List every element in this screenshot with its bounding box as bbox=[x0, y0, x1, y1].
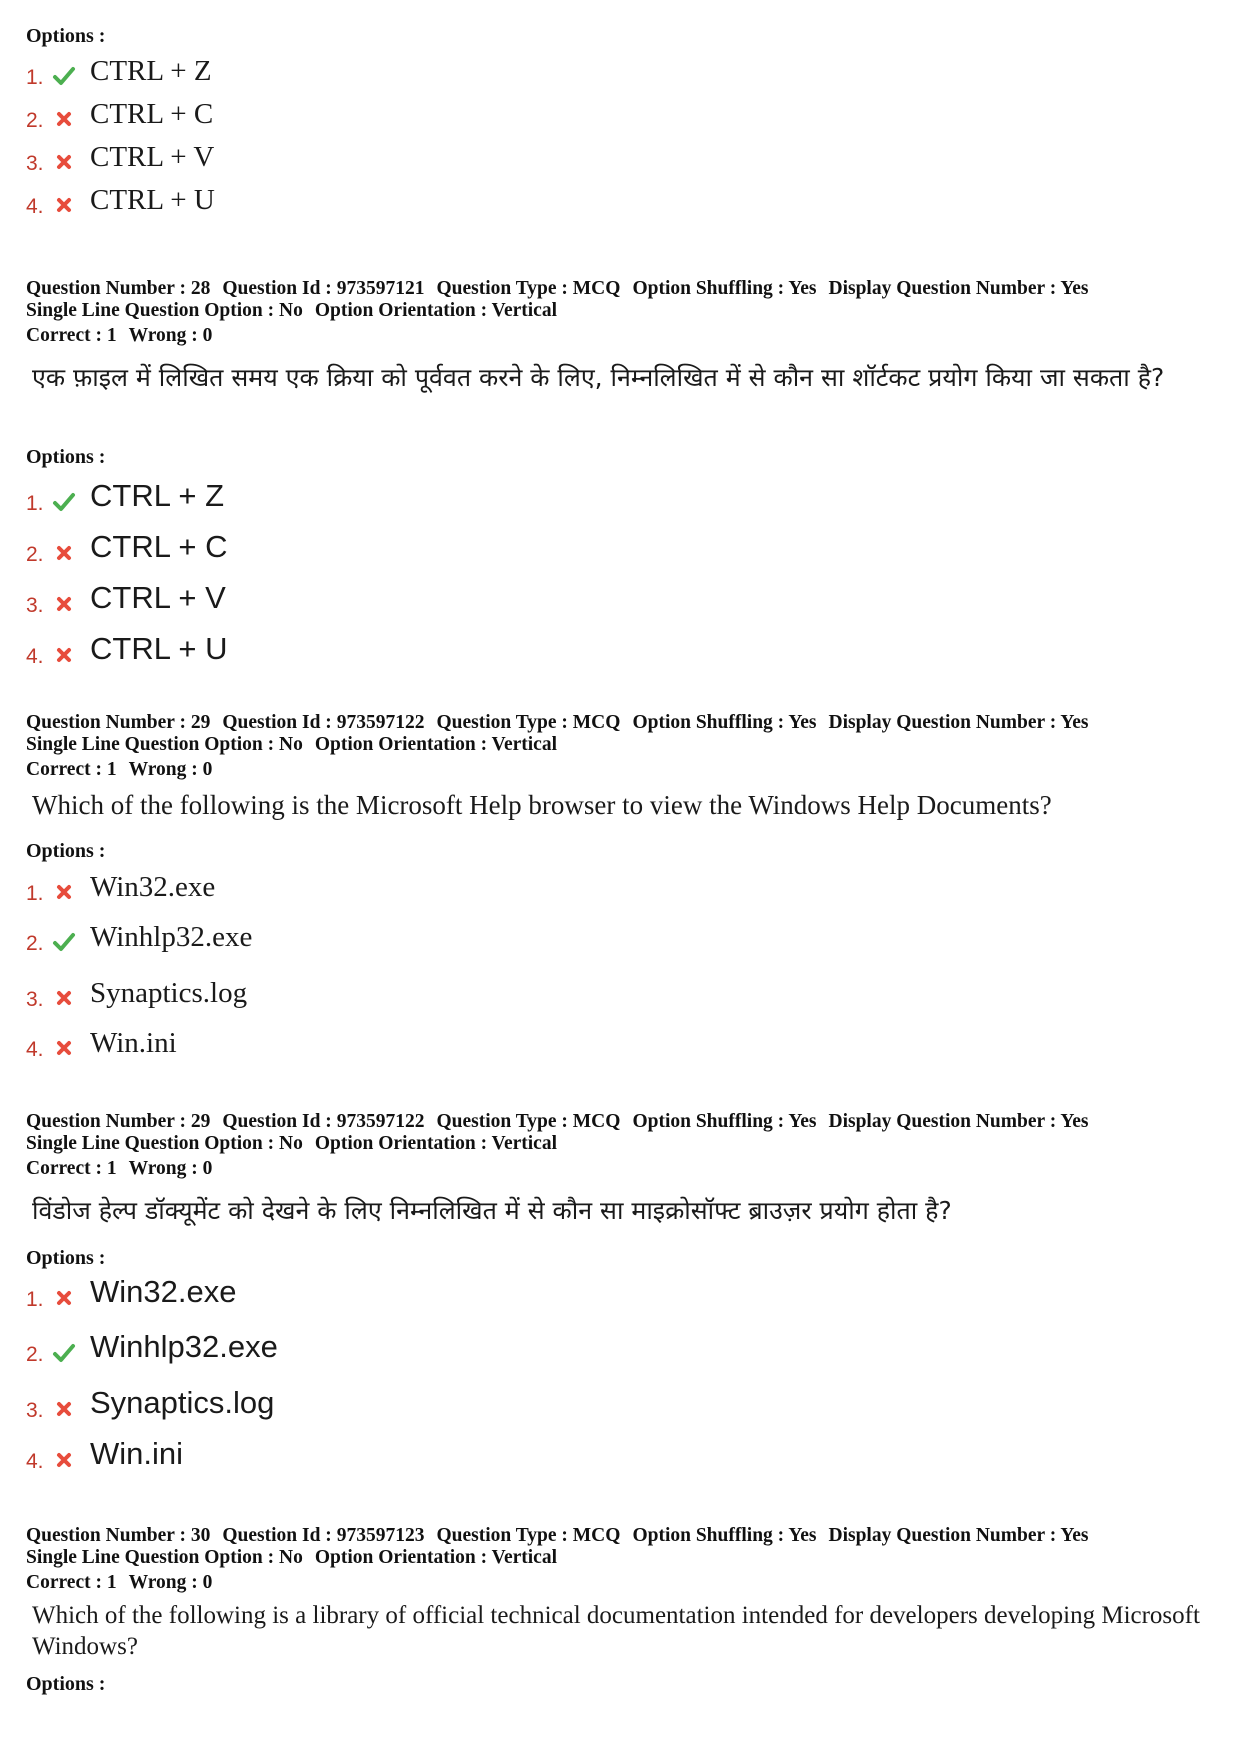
option-number: 3. bbox=[26, 988, 44, 1011]
meta-label: Option Shuffling : bbox=[632, 278, 785, 299]
option-number: 3. bbox=[26, 1399, 44, 1422]
meta-label: Correct : bbox=[26, 325, 102, 346]
question-meta-q29-en bbox=[26, 712, 1216, 781]
q27-options-list bbox=[26, 48, 1216, 228]
single-line-option-value: No bbox=[279, 1546, 303, 1568]
meta-label: Question Number : bbox=[26, 712, 186, 733]
option-shuffling-value: Yes bbox=[788, 278, 817, 299]
meta-label: Wrong : bbox=[128, 759, 198, 780]
meta-line-3 bbox=[26, 325, 1216, 347]
meta-line-1 bbox=[26, 278, 1216, 300]
question-type-value: MCQ bbox=[572, 1111, 621, 1132]
option-number: 4. bbox=[26, 1038, 44, 1061]
question-meta-q28 bbox=[26, 278, 1216, 347]
option-text: CTRL + Z bbox=[90, 55, 212, 87]
question-number-value: 29 bbox=[190, 712, 211, 733]
wrong-cross-icon bbox=[52, 644, 76, 666]
option-shuffling-value: Yes bbox=[788, 712, 817, 733]
options-label bbox=[26, 445, 1216, 469]
meta-label: Option Shuffling : bbox=[632, 1111, 785, 1132]
question-text-q29-hi: विंडोज हेल्प डॉक्यूमेंट को देखने के लिए निम्नलिखित में से कौन सा माइक्रोसॉफ्ट ब्राउज़र प्रयोग होता है? bbox=[32, 1196, 952, 1225]
option-text: Win32.exe bbox=[90, 1274, 237, 1309]
wrong-cross-icon bbox=[52, 151, 76, 173]
option-item bbox=[26, 974, 626, 1014]
option-shuffling-value: Yes bbox=[788, 1111, 817, 1132]
meta-line-2 bbox=[26, 1547, 1216, 1569]
meta-line-3 bbox=[26, 1158, 1216, 1180]
option-text: CTRL + U bbox=[90, 184, 215, 216]
correct-check-icon bbox=[52, 1342, 76, 1364]
meta-label: Option Orientation : bbox=[314, 733, 488, 755]
meta-label: Single Line Question Option : bbox=[26, 1132, 275, 1154]
option-number: 1. bbox=[26, 1288, 44, 1311]
options-label-text: Options : bbox=[26, 1247, 106, 1269]
meta-label: Question Type : bbox=[436, 1111, 568, 1132]
question-id-value: 973597122 bbox=[336, 1111, 425, 1132]
option-orientation-value: Vertical bbox=[491, 1546, 557, 1568]
display-question-number-value: Yes bbox=[1060, 712, 1089, 733]
option-item bbox=[26, 138, 626, 178]
single-line-option-value: No bbox=[279, 733, 303, 755]
q29-en-options-list bbox=[26, 864, 1216, 1074]
meta-label: Single Line Question Option : bbox=[26, 1546, 275, 1568]
meta-line-2 bbox=[26, 734, 1216, 756]
question-number-value: 29 bbox=[190, 1111, 211, 1132]
wrong-cross-icon bbox=[52, 542, 76, 564]
meta-label: Option Orientation : bbox=[314, 1132, 488, 1154]
option-number: 2. bbox=[26, 543, 44, 566]
option-text: Win.ini bbox=[90, 1436, 184, 1471]
display-question-number-value: Yes bbox=[1060, 278, 1089, 299]
meta-label: Question Type : bbox=[436, 1525, 568, 1546]
single-line-option-value: No bbox=[279, 1132, 303, 1154]
wrong-cross-icon bbox=[52, 1398, 76, 1420]
options-label bbox=[26, 839, 1216, 863]
option-item bbox=[26, 1436, 626, 1476]
wrong-cross-icon bbox=[52, 593, 76, 615]
question-type-value: MCQ bbox=[572, 1525, 621, 1546]
option-number: 1. bbox=[26, 882, 44, 905]
wrong-marks-value: 0 bbox=[202, 325, 213, 346]
option-orientation-value: Vertical bbox=[491, 733, 557, 755]
wrong-marks-value: 0 bbox=[202, 1572, 213, 1593]
option-item bbox=[26, 529, 626, 569]
meta-line-2 bbox=[26, 300, 1216, 322]
option-item bbox=[26, 52, 626, 92]
options-label bbox=[26, 1246, 1216, 1270]
option-text: Win.ini bbox=[90, 1027, 177, 1059]
wrong-cross-icon bbox=[52, 108, 76, 130]
question-type-value: MCQ bbox=[572, 712, 621, 733]
option-number: 2. bbox=[26, 932, 44, 955]
option-number: 2. bbox=[26, 109, 44, 132]
options-label bbox=[26, 24, 1216, 48]
meta-label: Option Orientation : bbox=[314, 299, 488, 321]
option-item bbox=[26, 478, 626, 518]
question-type-value: MCQ bbox=[572, 278, 621, 299]
question-id-value: 973597123 bbox=[336, 1525, 425, 1546]
meta-label: Question Id : bbox=[222, 1111, 332, 1132]
wrong-cross-icon bbox=[52, 1449, 76, 1471]
question-text-q29-en: Which of the following is the Microsoft Help browser to view the Windows Help Documents? bbox=[32, 790, 1052, 820]
option-text: Synaptics.log bbox=[90, 1385, 275, 1420]
option-item bbox=[26, 868, 626, 908]
display-question-number-value: Yes bbox=[1060, 1111, 1089, 1132]
options-label-text: Options : bbox=[26, 840, 106, 862]
question-id-value: 973597122 bbox=[336, 712, 425, 733]
wrong-cross-icon bbox=[52, 987, 76, 1009]
meta-label: Correct : bbox=[26, 1158, 102, 1179]
meta-label: Question Type : bbox=[436, 278, 568, 299]
meta-label: Option Shuffling : bbox=[632, 1525, 785, 1546]
wrong-marks-value: 0 bbox=[202, 1158, 213, 1179]
wrong-cross-icon bbox=[52, 1287, 76, 1309]
meta-label: Question Number : bbox=[26, 1525, 186, 1546]
meta-label: Display Question Number : bbox=[828, 1111, 1057, 1132]
option-number: 1. bbox=[26, 66, 44, 89]
option-text: CTRL + V bbox=[90, 141, 215, 173]
correct-marks-value: 1 bbox=[106, 325, 117, 346]
correct-marks-value: 1 bbox=[106, 759, 117, 780]
meta-label: Option Shuffling : bbox=[632, 712, 785, 733]
meta-line-2 bbox=[26, 1133, 1216, 1155]
meta-label: Option Orientation : bbox=[314, 1546, 488, 1568]
meta-label: Question Number : bbox=[26, 1111, 186, 1132]
correct-marks-value: 1 bbox=[106, 1158, 117, 1179]
option-text: CTRL + V bbox=[90, 580, 226, 615]
meta-label: Question Number : bbox=[26, 278, 186, 299]
option-number: 4. bbox=[26, 195, 44, 218]
option-text: CTRL + U bbox=[90, 631, 228, 666]
wrong-marks-value: 0 bbox=[202, 759, 213, 780]
correct-check-icon bbox=[52, 931, 76, 953]
option-text: CTRL + C bbox=[90, 98, 214, 130]
wrong-cross-icon bbox=[52, 1037, 76, 1059]
option-item bbox=[26, 1274, 626, 1314]
option-orientation-value: Vertical bbox=[491, 1132, 557, 1154]
options-label bbox=[26, 1672, 1216, 1696]
single-line-option-value: No bbox=[279, 299, 303, 321]
meta-label: Display Question Number : bbox=[828, 278, 1057, 299]
meta-label: Display Question Number : bbox=[828, 1525, 1057, 1546]
option-item bbox=[26, 918, 626, 958]
meta-line-3 bbox=[26, 1572, 1216, 1594]
option-text: Win32.exe bbox=[90, 871, 216, 903]
option-item bbox=[26, 631, 626, 671]
option-shuffling-value: Yes bbox=[788, 1525, 817, 1546]
meta-label: Single Line Question Option : bbox=[26, 299, 275, 321]
question-meta-q30 bbox=[26, 1525, 1216, 1594]
correct-marks-value: 1 bbox=[106, 1572, 117, 1593]
option-text: Winhlp32.exe bbox=[90, 1329, 278, 1364]
question-text-q30: Which of the following is a library of official technical documentation intended for developers developing Microsoft Windows? bbox=[32, 1602, 1200, 1660]
option-item bbox=[26, 1024, 626, 1064]
display-question-number-value: Yes bbox=[1060, 1525, 1089, 1546]
options-label-text: Options : bbox=[26, 25, 106, 47]
correct-check-icon bbox=[52, 65, 76, 87]
options-label-text: Options : bbox=[26, 1673, 106, 1695]
meta-label: Question Type : bbox=[436, 712, 568, 733]
meta-line-1 bbox=[26, 712, 1216, 734]
meta-label: Single Line Question Option : bbox=[26, 733, 275, 755]
option-text: CTRL + C bbox=[90, 529, 228, 564]
option-text: CTRL + Z bbox=[90, 478, 225, 513]
question-number-value: 30 bbox=[190, 1525, 211, 1546]
option-text: Winhlp32.exe bbox=[90, 921, 253, 953]
option-orientation-value: Vertical bbox=[491, 299, 557, 321]
meta-label: Wrong : bbox=[128, 1158, 198, 1179]
meta-line-3 bbox=[26, 759, 1216, 781]
option-item bbox=[26, 580, 626, 620]
meta-label: Correct : bbox=[26, 759, 102, 780]
meta-label: Question Id : bbox=[222, 712, 332, 733]
option-number: 3. bbox=[26, 152, 44, 175]
question-number-value: 28 bbox=[190, 278, 211, 299]
question-meta-q29-hi bbox=[26, 1111, 1216, 1180]
wrong-cross-icon bbox=[52, 881, 76, 903]
option-item bbox=[26, 181, 626, 221]
option-number: 4. bbox=[26, 1450, 44, 1473]
option-number: 2. bbox=[26, 1343, 44, 1366]
meta-line-1 bbox=[26, 1525, 1216, 1547]
question-text-q28: एक फ़ाइल में लिखित समय एक क्रिया को पूर्ववत करने के लिए, निम्नलिखित में से कौन सा शॉर्टकट प्रयोग किया जा सकता है? bbox=[32, 363, 1165, 392]
meta-label: Display Question Number : bbox=[828, 712, 1057, 733]
meta-label: Question Id : bbox=[222, 1525, 332, 1546]
question-id-value: 973597121 bbox=[336, 278, 425, 299]
option-text: Synaptics.log bbox=[90, 977, 248, 1009]
option-item bbox=[26, 1329, 626, 1369]
q29-hi-options-list bbox=[26, 1270, 1216, 1480]
option-number: 1. bbox=[26, 492, 44, 515]
meta-label: Correct : bbox=[26, 1572, 102, 1593]
options-label-text: Options : bbox=[26, 446, 106, 468]
meta-line-1 bbox=[26, 1111, 1216, 1133]
option-item bbox=[26, 95, 626, 135]
meta-label: Wrong : bbox=[128, 1572, 198, 1593]
option-number: 4. bbox=[26, 645, 44, 668]
option-number: 3. bbox=[26, 594, 44, 617]
option-item bbox=[26, 1385, 626, 1425]
correct-check-icon bbox=[52, 491, 76, 513]
q28-options-list bbox=[26, 470, 1216, 670]
meta-label: Wrong : bbox=[128, 325, 198, 346]
wrong-cross-icon bbox=[52, 194, 76, 216]
meta-label: Question Id : bbox=[222, 278, 332, 299]
